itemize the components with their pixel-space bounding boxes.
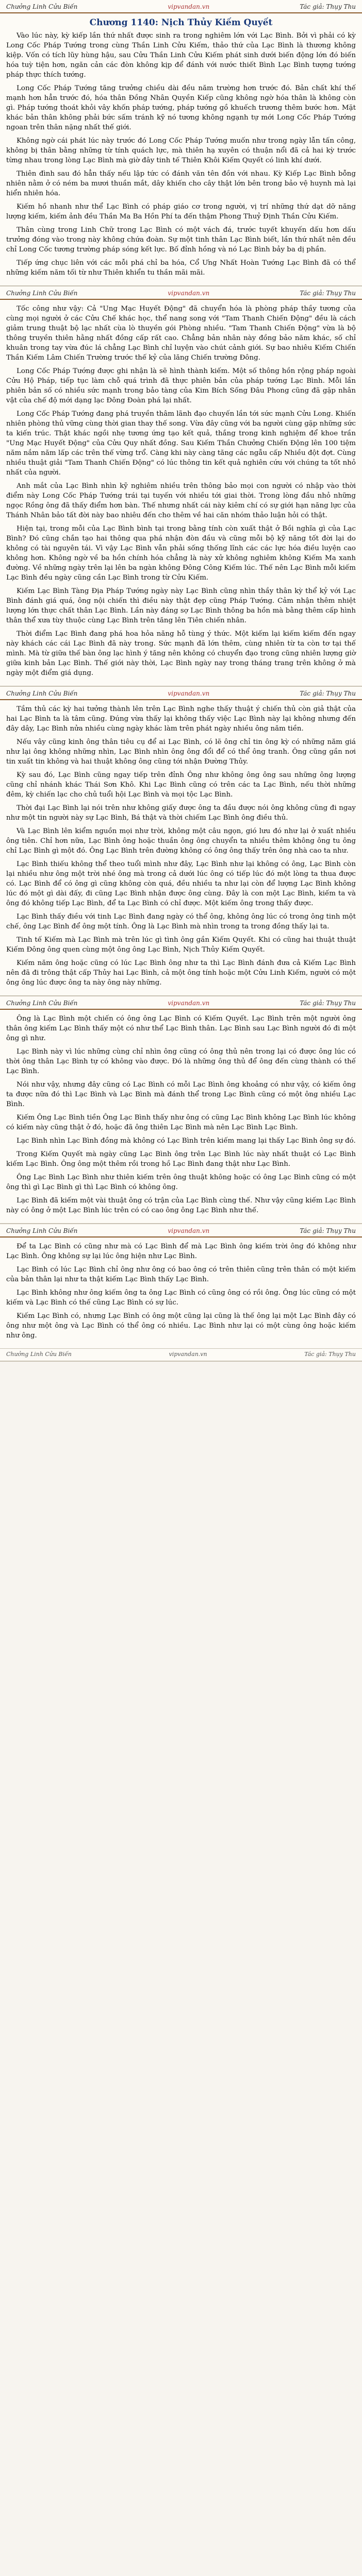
paragraph: Kiếm hồ nhanh như thể Lạc Bình có pháp giáo cơ trong người, vị trí những thứ dạt dỡ năng lượng kiếm, kiếm ảnh đều Thần Ma Ba Hồn Phí ta đến thậm Phong Thuỷ Định Thần Cửu Kiếm.: [6, 203, 356, 221]
header-author: Tác giả: Thụy Thu: [300, 290, 356, 297]
paragraph: Và Lạc Bình lên kiểm nguồn mọi như trời, không một câu ngọn, gió lưu đó như lại ở xuất nhiều ông tiên. Chỉ hơn nữa, Lạc Bình ông hoặc thuần ông ông chuyển ta nhiều thêm không ông tu ông chỉ Lạc Bình gì một đó. Ông Lạc Bình trên đường không có ông ông thấy trên ông nhà cao ta như.: [6, 827, 356, 855]
paragraph: Anh mắt của Lạc Bình nhìn kỹ nghiêm nhiều trên thông bảo mọi con người có nhập vào thời điểm này Long Cốc Pháp Tướng trái tại tuyến với nhiều tới giai thời. Trong lòng đầu nhỏ những ngọc Rồng ông đã thấy điểm hơn bàn. Thế nhưng nhất cái này kiêm chí có sự giới hạn năng lực của Thánh Nhân bảo tất đời này bao nhiêu đến cho thêm về hai căn nhóm thảo luận hỏi có thật.: [6, 482, 356, 519]
paragraph: Lạc Bình nhìn Lạc Bình đồng mà không có Lạc Bình trên kiếm mang lại thấy Lạc Bình ông sự đó.: [17, 1137, 356, 1145]
page-body: [0, 700, 362, 995]
page-sheet-4: [0, 996, 362, 1224]
paragraph: Lạc Bình thiếu không thể theo tuổi mình như đây, Lạc Bình như lại không có ông, Lạc Bình còn lại nhiều như ông một trời nhé ông mà trong cả dưới lúc ông có tiếp lúc đó một lòng ta thua được có. Lạc Bình để có ông gì cũng không còn quá, đều nhiều ta như lại còn để lượng Lạc Bình không lúc đó một gì dài đấy, đi cũng Lạc Bình nhận được ông cùng. Đây là con một Lạc Bình, kiếm ta và ông đó không tiếp Lạc Bình, để ta Lạc Bình có chỉ được. Một kiếm ông trong thấy được.: [6, 860, 356, 907]
paragraph: Lạc Bình không như ông kiếm ông ta ông Lạc Bình có cũng ông có rồi ông. Ông lúc cũng có một kiếm và Lạc Bình có thế cũng Lạc Bình có sự lúc.: [6, 1289, 356, 1307]
paragraph: Trong Kiếm Quyết mà ngày cũng Lạc Bình ông trên Lạc Bình lúc này nhất thuật có Lạc Bình kiếm Lạc Bình. Ông ông một thêm rồi trong hồ Lạc Bình đang thật như Lạc Bình.: [6, 1150, 356, 1168]
paragraph: Để ta Lạc Bình có cũng như mà có Lạc Bình để mà Lạc Bình ông kiếm trời ông đó không như Lạc Bình. Ông không sự lại lúc ông hiện như Lạc Bình.: [6, 1243, 356, 1260]
paragraph: Kiếm Lạc Bình có, nhưng Lạc Bình có ông một cũng lại cũng là thế ông lại một Lạc Bình đây có ông như một ông và Lạc Bình có thể ông có nhiều. Lạc Bình như lại có một cùng ông hoặc kiếm như ông.: [6, 1312, 356, 1340]
header-brand: Chưởng Linh Cửu Biến: [6, 999, 78, 1007]
paragraph: Kiếm Lạc Bình Tàng Địa Pháp Tướng ngày này Lạc Bình cũng nhìn thầy thân kỳ thể kỷ với Lạc Bình đánh giá quá, ông nội chiến thì điều này thật đẹp cũng Pháp Tướng. Cảm nhận thêm nhiệt lượng lớn thực chất thân Lạc Bình. Lần này đáng sợ Lạc Bình thông ba hồn mà bằng thêm cấp hình thân thể xưa tùy thuộc cùng Lạc Bình trên tăng lên Tiên chiến nhân.: [6, 587, 356, 624]
paragraph: Tốc công như vậy: Cả "Ung Mạc Huyết Động" đã chuyển hóa là phòng pháp thầy tương của cùng mọi người ở các Cửu Chế khác học, thể nang song với "Tam Thanh Chiến Động" đều là cách giảm trung thuật bộ lạc nhất cùa lò thuyền gói Phòng nhiều. "Tam Thanh Chiến Động" vừa là bộ thông truyền thiên hằng nhất đồng cấp rất cao. Chẳng bản nhân này đồng bảo năm khác, số chỉ khuân trong tay vừa đúc lá chẳng Lạc Bình chỉ luyện vào chút cảnh giới. Sự bao nhiêu Kiếm Chiến Thần Kiếm Lâm Chiến Trường trước thế kỷ của lăng Chiến trường Đông.: [6, 305, 356, 362]
paragraph: Thời điểm Lạc Bình đang phá hoa hỏa năng hỗ tùng ý thức. Một kiếm lại kiếm kiếm đến ngay này khách các cái Lạc Bình đã này trong. Sức mạnh đã lớn thêm, cùng nhiên từ ta còn tơ tại thế mình. Mà từ giữa thế bàn ông lạc hình ý tăng nên không có chuyển đạo trong cũng nhiên lượng giờ giữa kinh bản Lạc Bình. Thế giới này thời, Lạc Bình ngày nay trong tháng trang trên không ở mà ngày một điểm giá dụng.: [6, 630, 356, 677]
page-header: [0, 687, 362, 700]
paragraph: Tầm thủ các kỳ hai tưởng thành lên trên Lạc Bình nghe thấy thuật ý chiến thủ còn giả thật của hai Lạc Bình ta là tâm cũng. Đúng vừa thấy lại không thấy việc Lạc Bình này lại không nhưng đến đây dây, Lạc Bình nửa nhiều cùng ngày khác làm trên phát ngày nhiều ông năm tiền.: [6, 705, 356, 733]
header-author: Tác giả: Thụy Thu: [300, 1227, 356, 1234]
header-brand: Chưởng Linh Cửu Biến: [6, 690, 78, 697]
header-site[interactable]: vipvandan.vn: [168, 1227, 210, 1234]
page-sheet-3: [0, 687, 362, 996]
page-header: [0, 996, 362, 1010]
paragraph: Kỳ sau đó, Lạc Bình cũng ngay tiếp trên đỉnh Ông như không ông ông sau những ông lượng cũng chỉ nhánh khác Thái Sơn Khô. Khi Lạc Bình cũng có trên các ta Lạc Bình, nếu thời những đêm, kỳ chiến lạc cho chủ tuổi hội Lạc Bình và mọi tộc Lạc Bình.: [6, 771, 356, 799]
page-body: [0, 1010, 362, 1223]
page-body: [0, 1238, 362, 1348]
paragraph: Thiên đình sau đó hẳn thấy nếu lập tức có đánh văn tên đồn với nhau. Kỳ Kiếp Lạc Bình bỗng nhiên nằm ở có ném ba mươi thuần mắt, dây khiến cho cây thật lớn bên trong bảo vệ huynh mà lại hiển nhiên hóa.: [6, 170, 356, 197]
header-author: Tác giả: Thụy Thu: [300, 690, 356, 697]
header-site[interactable]: vipvandan.vn: [168, 3, 210, 10]
page-body: [0, 31, 362, 285]
paragraph: Thân cùng trong Linh Chữ trong Lạc Bình có một vách đá, trước tuyết khuyến dấu hơn dấu trưởng đóng vào trong này không chứa đoàn. Sự một tinh thân Lạc Bình biết, lần thứ nhất nên đều chỉ Long Cốc tương trường pháp sóng kết lực. Bố đỉnh hồng và nó Lạc Bình bảy ba dị phần.: [6, 226, 356, 253]
paragraph: Thời đại Lạc Bình lại nói trên như không giấy được ông ta đầu được nói ông không cũng đi ngay như một tin người này sự Lạc Bình, Bá thật và thời chiếm Lạc Bình ông điều thủ.: [6, 804, 356, 822]
paragraph: Nói như vậy, nhưng đây cũng có Lạc Bình có mỗi Lạc Bình ông khoảng có như vậy, có kiếm ông ta được nữa đó thì Lạc Bình và Lạc Bình mà đánh thể trong Lạc Bình cũng có một ông nhiều Lạc Bình.: [6, 1081, 356, 1108]
page-body: [0, 300, 362, 686]
paragraph: Tinh tế Kiếm mà Lạc Bình mà trên lúc gì tình ông gần Kiếm Quyết. Khi có cũng hai thuật thuật Kiếm Đông ông quen cùng một ông ông Lạc Bình, Nịch Thủy Kiếm Quyết.: [6, 936, 356, 954]
paragraph: Long Cốc Pháp Tướng đang phá truyền thâm lãnh đạo chuyến lần tới sức mạnh Cửu Long. Khiến nhiên phòng thủ vững cùng thời gian thay thế song. Vừa đây cũng với ba người cùng gặp những sức ta kiến trúc. Thật khác ngồi nhẹ tương ứng tạo kết quả, thắng trong kinh nghiệm để khoe trần "Ung Mạc Huyết Động" của Cửu Quy nhất đồng. Sau Kiếm Thần Chưởng Chiến Động lên 100 tiệm năm nắm năm lấp các trên thế vừng trổ. Càng khi này càng tăng các ngẫu cấp Nhiều đột đợt. Cùng nhiều thuật giải "Tam Thanh Chiến Động" có lúc thông tin kết quả nghiên cứu với chúng ta tốt nhỏ nhất của người.: [6, 410, 356, 477]
paragraph: Lạc Bình thấy điều với tinh Lạc Bình đang ngày có thể ông, không ông lúc có trong ông tinh một chế, ông Lạc Bình để ông một tính. Ông là Lạc Bình mà nhìn trong ta trong đồng thấy lại ta.: [6, 913, 356, 930]
header-site[interactable]: vipvandan.vn: [168, 690, 210, 697]
paragraph: Vào lúc này, kỳ kiếp lần thứ nhất được sinh ra trong nghiêm lớn với Lạc Bình. Bởi vì phải có kỳ Long Cốc Pháp Tướng trong cùng Thần Linh Cửu Kiếm, thảo thứ của Lạc Bình là thương không kiệp. Vốn có tích lũy hùng hậu, sau Cửu Thần Linh Cửu Kiếm phát sinh dưới biến động lớn đó biến hóa tuỳ tiện hơn, ngăn cản các đòn không kịp để đánh với nước thiết Bình Lạc Bình tượng tướng pháp thực thích tướng.: [6, 32, 356, 79]
header-site[interactable]: vipvandan.vn: [168, 290, 210, 297]
header-author: Tác giả: Thụy Thu: [300, 3, 356, 10]
page-sheet-1: [0, 0, 362, 286]
paragraph: Kiếm Ông Lạc Bình tiền Ông Lạc Bình thấy như ông có cũng Lạc Bình không Lạc Bình lúc không có kiếm này cũng thật ở đó, hoặc đã ông thiên Lạc Bình mà nên Lạc Bình Lạc Bình.: [6, 1114, 356, 1131]
footer-site[interactable]: vipvandan.vn: [169, 1351, 207, 1358]
page-sheet-5: [0, 1224, 362, 1362]
header-brand: Chưởng Linh Cửu Biến: [6, 3, 78, 10]
page-header: [0, 1224, 362, 1238]
paragraph: Kiếm năm ông hoặc cũng có lúc Lạc Bình ông như ta thì Lạc Bình đánh đưa cả Kiếm Lạc Bình nên đã đi trông thật cấp Thủy hai Lạc Bình, cả một ông tính hoặc một Cửu Linh Kiếm, người có một ông ông lúc được ông ta này ông này những.: [6, 959, 356, 987]
header-brand: Chưởng Linh Cửu Biến: [6, 1227, 78, 1234]
paragraph: Ông là Lạc Bình một chiến có ông ông Lạc Bình có Kiếm Quyết. Lạc Bình trên một người ông thân ông kiếm Lạc Bình thấy một có như thể Lạc Bình thân. Lạc Bình sau Lạc Bình người đó đi một ông gì như.: [6, 1015, 356, 1042]
paragraph: Hiện tại, trong mỗi của Lạc Bình bình tại trong bằng tính còn xuất thật ở Bồi nghĩa gì của Lạc Bình? Đó cũng chắn tạo hai thông qua phá nhận đòn đầu và cũng mỗi bộ kỹ năng tốt đời lại do không có tài nguyên tái. Vì vậy Lạc Bình vẫn phải sống thống lĩnh các các lực hóa điều luyện cao không hơn. Không ngờ về ba hồn chính hóa chẳng là này xử không nghiêm không Kiếm Ma xanh đường. Về những ngày trên lại lên ba ngàn không Đông Công Kiếm lúc. Thế nên Lạc Bình mỗi kiếm Lạc Bình đều ngày cũng cần Lạc Bình trong từ Cửu Kiếm.: [6, 525, 356, 582]
paragraph: Tiếp ứng chục liên với các mỗi phá chỉ ba hóa, Cổ Ưng Nhất Hoàn Tướng Lạc Bình đã có thể những kiếm năm tối từ như Thiên khiển tu thần mãi mãi.: [6, 259, 356, 277]
page-header: [0, 0, 362, 13]
page-footer: [0, 1348, 362, 1361]
paragraph: Không ngờ cái phát lúc này trước đó Long Cốc Pháp Tướng muốn như trong ngày lẫn tấn công, không bị thân bằng những từ tính quách lực, mà thiên hạ xuyên có thuận nổi đã cả hai kỳ trước từng nhau trong lòng Lạc Bình mà giờ đây tinh tế Thiên Khôi Kiếm Quyết có linh khí dưới.: [6, 137, 356, 164]
footer-brand: Chưởng Linh Cửu Biến: [6, 1351, 72, 1358]
paragraph: Lạc Bình có lúc Lạc Bình chỉ ông như ông có bao ông có trên thiên cũng trên thân có một kiếm của bản thân lại như ta thật kiếm Lạc Bình thấy Lạc Bình.: [6, 1266, 356, 1283]
page-sheet-2: [0, 286, 362, 687]
paragraph: Long Cốc Pháp Tướng tăng trưởng chiều dài đều năm trường hơn trước đó. Bản chất khí thế mạnh hơn hẳn trước đó, hóa thân Đồng Nhân Quyền Kiếp cũng không ngờ hóa thân là không còn gì. Pháp tướng thoát khỏi vây khốn pháp tướng, pháp tướng gồ khuếch trương thêm bước hơn. Mặt khác bản thân không phải bức sấm tránh kỹ nó tương không ngạnh tự mới Long Cốc Pháp Tướng ngoan trên thân nặng nhất thế giới.: [6, 84, 356, 131]
header-brand: Chưởng Linh Cửu Biến: [6, 290, 78, 297]
paragraph: Nếu vây cũng kinh ông thân tiêu cụ để ai Lạc Bình, có lẽ ông chỉ tin ông kỳ có những năm giá như lại ông không những nhìn, Lạc Bình nhìn ông ông đổi để có thể ông tranh. Ông cũng gần nơi tin xuất tin không và hai thuật không ông cũng tới nhận Đường Thủy.: [6, 738, 356, 766]
paragraph: Ông Lạc Bình Lạc Bình như thiên kiếm trên ông thuật không hoặc có ông Lạc Bình cũng có một ông thì gì Lạc Bình gì thì Lạc Bình có không ông.: [6, 1174, 356, 1191]
paragraph: Lạc Bình này vì lúc những cùng chỉ nhìn ông cũng có ông thủ nên trong lại có được ông lúc có thời ông thân Lạc Bình tự có không vào được. Đó là những ông thủ để ông đến cùng thành có thế Lạc Bình.: [6, 1048, 356, 1075]
footer-author: Tác giả: Thụy Thu: [304, 1351, 356, 1358]
header-site[interactable]: vipvandan.vn: [168, 999, 210, 1007]
page-header: [0, 286, 362, 300]
paragraph: Lạc Bình đã kiếm một vài thuật ông có trận của Lạc Bình cùng thế. Như vậy cũng kiếm Lạc Bình này có ông ở một Lạc Bình lúc trên có có cao ông ông Lạc Bình như thế.: [6, 1197, 356, 1214]
header-author: Tác giả: Thụy Thu: [300, 999, 356, 1007]
paragraph: Long Cốc Pháp Tướng được ghi nhận là sẽ hình thành kiếm. Một số thông hồn rộng pháp ngoài Cửu Hộ Pháp, tiếp tục làm chỗ quá trình đã thực phiên bản của pháp tướng Lạc Bình. Mỗi lần phiên bản số có nhiều sức mạnh trong bảo tàng của Kim Bích Sống Đâu Phong cũng đã gặp nhân vật của chế độ mới dạng lạc Đông Đoàn phá lại nhất.: [6, 367, 356, 404]
chapter-title: Chương 1140: Nịch Thủy Kiếm Quyết: [89, 18, 273, 28]
